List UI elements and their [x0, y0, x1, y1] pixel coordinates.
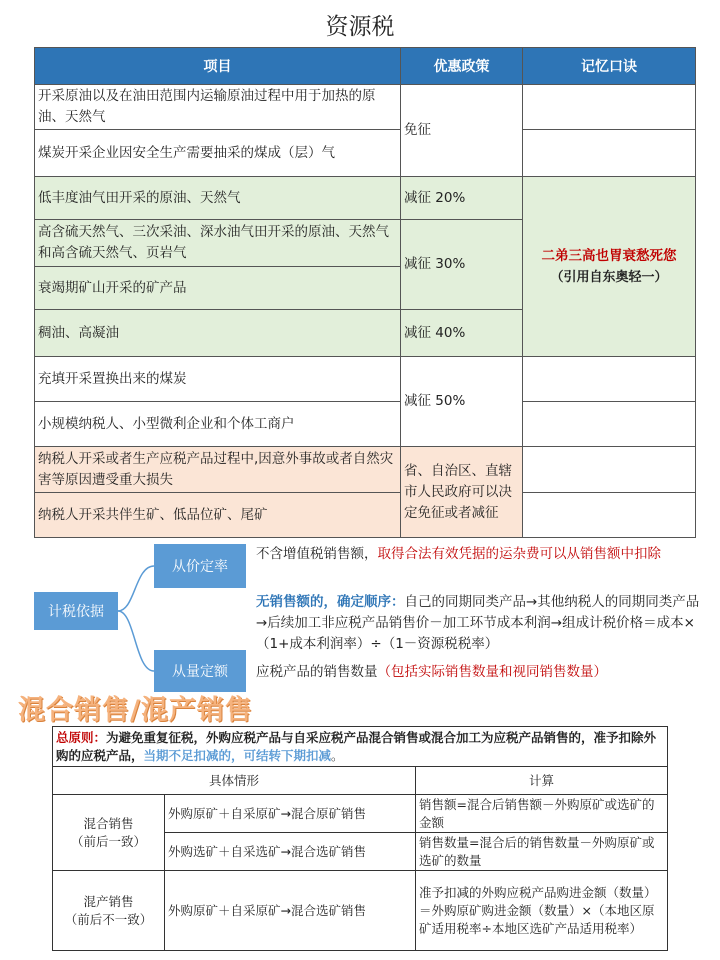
case-cell: 外购原矿＋自采原矿→混合原矿销售 — [165, 795, 416, 833]
mixed-sales-label — [53, 795, 165, 871]
item-cell: 低丰度油气田开采的原油、天然气 — [35, 177, 401, 220]
item-cell: 纳税人开采或者生产应税产品过程中,因意外事故或者自然灾害等原因遭受重大损失 — [35, 447, 401, 493]
col-header-calc: 计算 — [416, 767, 668, 795]
no-sales-rule-text — [256, 592, 706, 655]
memo-source: （引用自东奥轻一） — [550, 269, 668, 285]
principle-end: 。 — [331, 747, 344, 763]
policy-cell: 减征 20% — [401, 177, 523, 220]
principle-label: 总原则： — [56, 729, 107, 745]
item-cell: 充填开采置换出来的煤炭 — [35, 357, 401, 402]
calc-cell: 销售额=混合后销售额－外购原矿或选矿的金额 — [416, 795, 668, 833]
policy-cell: 省、自治区、直辖市人民政府可以决定免征或者减征 — [401, 447, 523, 538]
item-cell: 纳税人开采共伴生矿、低品位矿、尾矿 — [35, 493, 401, 538]
case-cell: 外购原矿＋自采原矿→混合选矿销售 — [165, 871, 416, 951]
col-header-policy: 优惠政策 — [401, 48, 523, 85]
mixed-sales-line2: （前后一致） — [70, 833, 146, 849]
item-cell: 高含硫天然气、三次采油、深水油气田开采的原油、天然气和高含硫天然气、页岩气 — [35, 220, 401, 267]
case-cell: 外购选矿＋自采选矿→混合选矿销售 — [165, 833, 416, 871]
quantity-rule-text — [256, 662, 706, 683]
principle-cell — [53, 727, 668, 767]
page-title: 资源税 — [325, 14, 395, 40]
price-rule-plain: 不含增值税销售额， — [256, 546, 378, 562]
item-cell: 衰竭期矿山开采的矿产品 — [35, 267, 401, 310]
mixed-sales-line1: 混合销售 — [83, 815, 134, 831]
memo-phrase: 二弟三高也胃衰愁死您 — [541, 247, 677, 264]
item-cell: 煤炭开采企业因安全生产需要抽采的煤成（层）气 — [35, 130, 401, 177]
table-row — [53, 871, 668, 951]
mixed-sales-heading: 混合销售/混产销售 — [18, 695, 253, 726]
no-sales-sequence: 自己的同期同类产品→其他纳税人的同期同类产品→后续加工非应税产品销售价－加工环节成本利润→组成计税价格＝成本×（1+成本利润率）÷（1－资源税税率） — [256, 594, 700, 652]
no-sales-label: 无销售额的，确定顺序： — [256, 594, 405, 610]
price-rule-red: 取得合法有效凭据的运杂费可以从销售额中扣除 — [377, 546, 661, 562]
item-cell: 小规模纳税人、小型微利企业和个体工商户 — [35, 402, 401, 447]
principle-carryover: 当期不足扣减的，可结转下期扣减 — [143, 747, 332, 763]
mindmap-branch-quantity: 从量定额 — [154, 650, 246, 692]
table-row — [53, 795, 668, 833]
policy-cell: 减征 30% — [401, 220, 523, 310]
mindmap-root: 计税依据 — [34, 592, 118, 630]
item-cell: 开采原油以及在油田范围内运输原油过程中用于加热的原油、天然气 — [35, 85, 401, 130]
item-cell: 稠油、高凝油 — [35, 310, 401, 357]
col-header-item: 项目 — [35, 48, 401, 85]
mixed-production-label — [53, 871, 165, 951]
quantity-rule-plain: 应税产品的销售数量 — [256, 664, 378, 680]
col-header-situation: 具体情形 — [53, 767, 416, 795]
principle-row — [53, 727, 668, 767]
policy-cell: 减征 50% — [401, 357, 523, 447]
mixed-sales-table — [52, 726, 668, 951]
mixed-prod-line2: （前后不一致） — [64, 911, 153, 927]
policy-cell: 减征 40% — [401, 310, 523, 357]
mindmap-branch-price: 从价定率 — [154, 544, 246, 588]
principle-text: 为避免重复征税，外购应税产品与自采应税产品混合销售或混合加工为应税产品销售的，准予扣除外购的应税产品， — [56, 729, 657, 763]
price-rule-text — [256, 544, 704, 565]
quantity-rule-red: （包括实际销售数量和视同销售数量） — [377, 664, 607, 680]
mixed-header-row — [53, 767, 668, 795]
policy-cell: 免征 — [401, 85, 523, 177]
calc-cell: 销售数量=混合后的销售数量－外购原矿或选矿的数量 — [416, 833, 668, 871]
mixed-prod-line1: 混产销售 — [83, 893, 134, 909]
calc-cell: 准予扣减的外购应税产品购进金额（数量）＝外购原矿购进金额（数量）×（本地区原矿适用税率÷本地区选矿产品适用税率） — [416, 871, 668, 951]
col-header-memo: 记忆口诀 — [523, 48, 696, 85]
